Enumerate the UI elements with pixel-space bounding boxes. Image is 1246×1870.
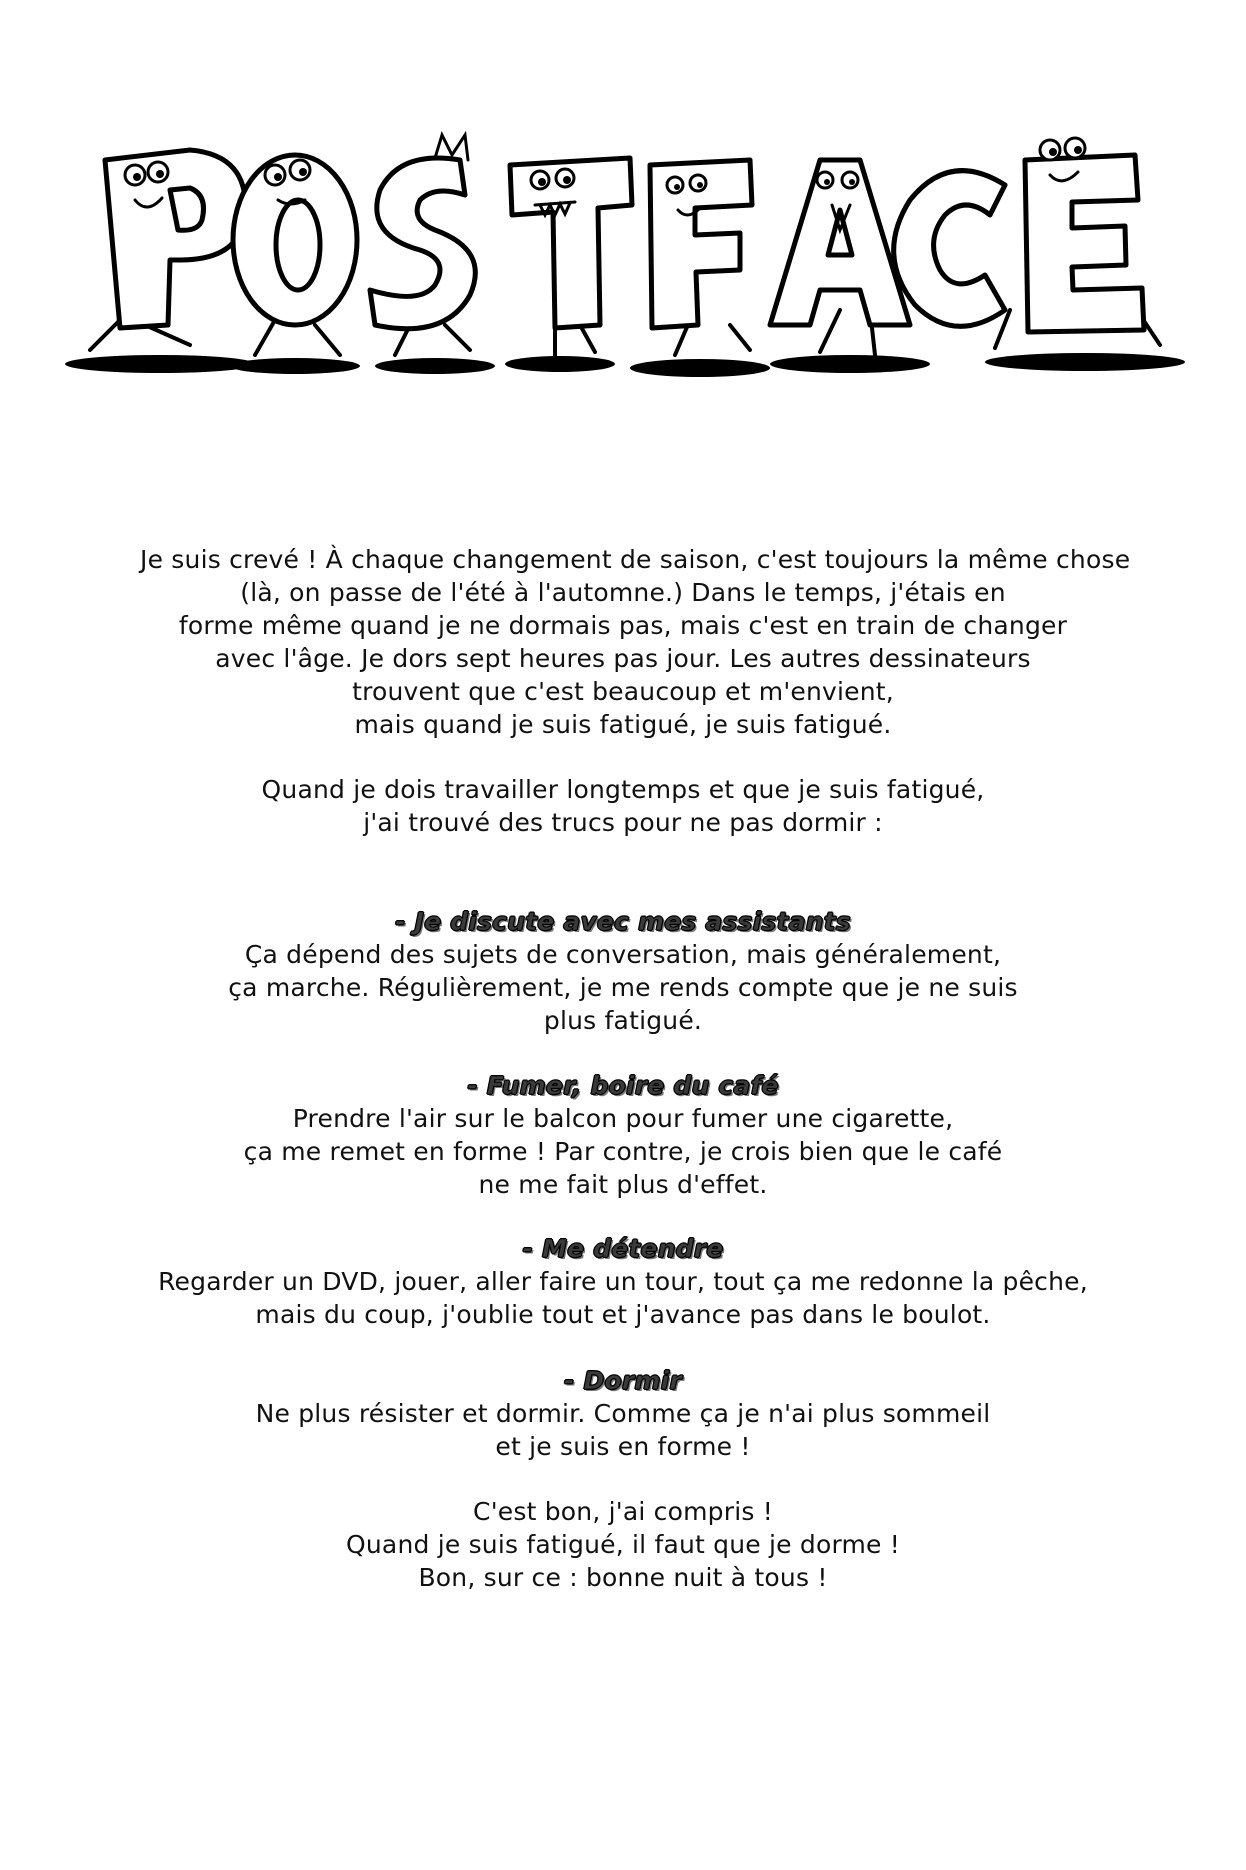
text-line: trouvent que c'est beaucoup et m'envient,: [352, 677, 894, 706]
text-line: plus fatigué.: [543, 1006, 703, 1035]
text-line: ne me fait plus d'effet.: [478, 1170, 768, 1199]
text-line: Je suis crevé ! À chaque changement de saison, c'est toujours la même chose: [140, 545, 1131, 574]
text-line: Quand je dois travailler longtemps et que je suis fatigué,: [261, 775, 985, 804]
text-line: mais quand je suis fatigué, je suis fatigué.: [354, 710, 892, 739]
text-line: j'ai trouvé des trucs pour ne pas dormir :: [363, 808, 883, 837]
text-line: et je suis en forme !: [495, 1432, 751, 1461]
tip-heading: - Dormir: [564, 1366, 682, 1395]
text-line: avec l'âge. Je dors sept heures pas jour. Les autres dessinateurs: [215, 644, 1031, 673]
tip-relax: [140, 1232, 1106, 1331]
text-line: Regarder un DVD, jouer, aller faire un tour, tout ça me redonne la pêche,: [158, 1267, 1088, 1296]
text-line: Prendre l'air sur le balcon pour fumer une cigarette,: [292, 1104, 954, 1133]
postface-title-illustration: [50, 120, 1196, 380]
text-line: ça me remet en forme ! Par contre, je crois bien que le café: [243, 1137, 1003, 1166]
tip-assistants: [140, 905, 1106, 1037]
text-line: Quand je suis fatigué, il faut que je dorme !: [346, 1530, 900, 1559]
intro-paragraph: [140, 543, 1131, 741]
intro-paragraph-2: [140, 773, 1106, 839]
tip-heading: - Me détendre: [522, 1234, 724, 1263]
tip-heading: - Fumer, boire du café: [467, 1071, 779, 1100]
tip-heading: - Je discute avec mes assistants: [395, 907, 851, 936]
tip-sleep: [140, 1364, 1106, 1463]
text-line: forme même quand je ne dormais pas, mais c'est en train de changer: [178, 611, 1068, 640]
text-line: (là, on passe de l'été à l'automne.) Dans le temps, j'étais en: [240, 578, 1006, 607]
text-line: Ça dépend des sujets de conversation, mais généralement,: [244, 940, 1002, 969]
text-line: mais du coup, j'oublie tout et j'avance pas dans le boulot.: [255, 1300, 991, 1329]
outro-paragraph: [140, 1495, 1106, 1594]
tip-smoke-coffee: [140, 1069, 1106, 1201]
text-line: ça marche. Régulièrement, je me rends compte que je ne suis: [228, 973, 1018, 1002]
text-line: Bon, sur ce : bonne nuit à tous !: [418, 1563, 828, 1592]
text-line: C'est bon, j'ai compris !: [473, 1497, 773, 1526]
text-line: Ne plus résister et dormir. Comme ça je n'ai plus sommeil: [255, 1399, 991, 1428]
